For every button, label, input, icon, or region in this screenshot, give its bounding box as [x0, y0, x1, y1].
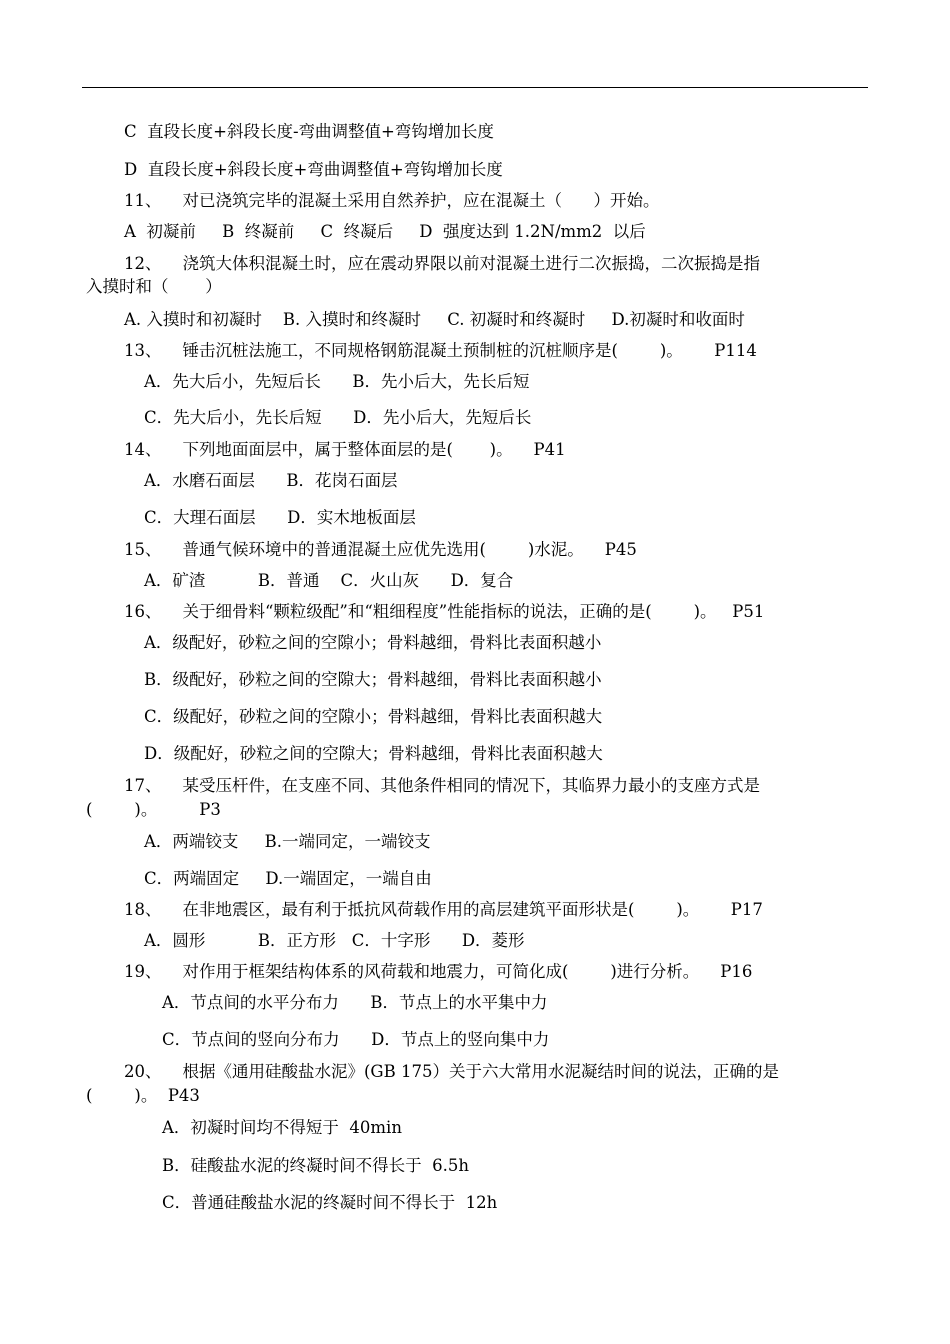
question-line: 15、 普通气候环境中的普通混凝土应优先选用( )水泥。 P45: [124, 540, 637, 559]
question-continuation: ( )。 P43: [86, 1086, 200, 1105]
option-line: D 直段长度+斜段长度+弯曲调整值+弯钩增加长度: [124, 160, 503, 179]
option-line: C．节点间的竖向分布力 D．节点上的竖向集中力: [162, 1030, 550, 1049]
option-line: A．圆形 B．正方形 C．十字形 D．菱形: [144, 931, 525, 950]
option-line: D．级配好，砂粒之间的空隙大；骨料越细，骨料比表面积越大: [144, 744, 603, 763]
option-line: C 直段长度+斜段长度-弯曲调整值+弯钩增加长度: [124, 122, 494, 141]
option-line: A 初凝前 B 终凝前 C 终凝后 D 强度达到 1.2N/mm2 以后: [124, 222, 646, 241]
option-line: C．普通硅酸盐水泥的终凝时间不得长于 12h: [162, 1193, 498, 1212]
option-line: C．级配好，砂粒之间的空隙小；骨料越细，骨料比表面积越大: [144, 707, 603, 726]
question-line: 13、 锤击沉桩法施工，不同规格钢筋混凝土预制桩的沉桩顺序是( )。 P114: [124, 341, 757, 360]
question-line: 18、 在非地震区，最有利于抵抗风荷载作用的高层建筑平面形状是( )。 P17: [124, 900, 763, 919]
question-line: 17、 某受压杆件，在支座不同、其他条件相同的情况下，其临界力最小的支座方式是: [124, 776, 760, 795]
option-line: A．两端铰支 B.一端同定，一端铰支: [144, 832, 431, 851]
question-line: 19、 对作用于框架结构体系的风荷载和地震力，可简化成( )进行分析。 P16: [124, 962, 753, 981]
option-line: A. 入摸时和初凝时 B. 入摸时和终凝时 C. 初凝时和终凝时 D.初凝时和收面时: [124, 310, 745, 329]
option-line: A．节点间的水平分布力 B．节点上的水平集中力: [162, 993, 548, 1012]
question-continuation: ( )。 P3: [86, 800, 221, 819]
option-line: A．矿渣 B．普通 C．火山灰 D．复合: [144, 571, 514, 590]
option-line: A．初凝时间均不得短于 40min: [162, 1118, 402, 1137]
question-line: 16、 关于细骨料“颗粒级配”和“粗细程度”性能指标的说法，正确的是( )。 P51: [124, 602, 765, 621]
option-line: B．级配好，砂粒之间的空隙大；骨料越细，骨料比表面积越小: [144, 670, 602, 689]
option-line: A．级配好，砂粒之间的空隙小；骨料越细，骨料比表面积越小: [144, 633, 602, 652]
question-line: 11、 对已浇筑完毕的混凝土采用自然养护，应在混凝土（ ）开始。: [124, 191, 660, 210]
question-line: 12、 浇筑大体积混凝土时，应在震动界限以前对混凝土进行二次振捣，二次振捣是指: [124, 254, 760, 273]
option-line: B．硅酸盐水泥的终凝时间不得长于 6.5h: [162, 1156, 469, 1175]
option-line: A．水磨石面层 B．花岗石面层: [144, 471, 398, 490]
option-line: C．大理石面层 D．实木地板面层: [144, 508, 416, 527]
question-line: 14、 下列地面面层中，属于整体面层的是( )。 P41: [124, 440, 566, 459]
header-rule: [82, 87, 868, 88]
option-line: A．先大后小，先短后长 B．先小后大，先长后短: [144, 372, 530, 391]
question-continuation: 入摸时和（ ）: [86, 277, 222, 296]
option-line: C．先大后小，先长后短 D．先小后大，先短后长: [144, 408, 532, 427]
option-line: C．两端固定 D.一端固定，一端自由: [144, 869, 432, 888]
question-line: 20、 根据《通用硅酸盐水泥》(GB 175）关于六大常用水泥凝结时间的说法，正确的是: [124, 1062, 779, 1081]
